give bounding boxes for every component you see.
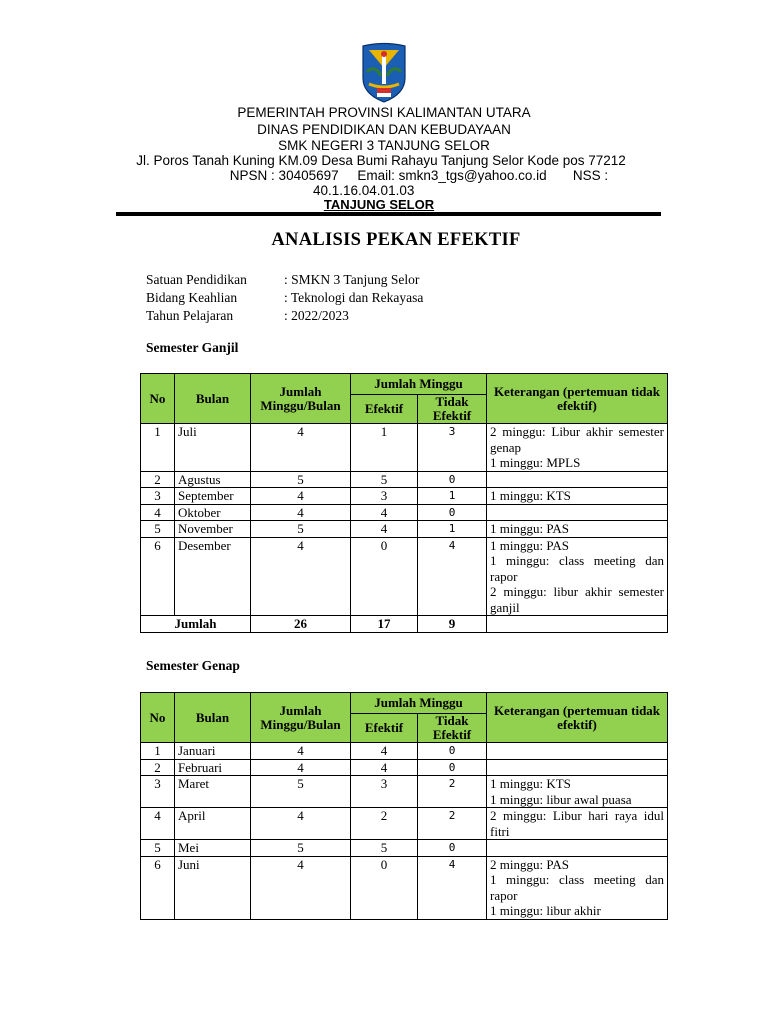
col-header-bulan: Bulan: [175, 374, 251, 424]
cell-tidak-efektif: 1: [418, 488, 487, 505]
keterangan-line: 2 minggu: Libur hari raya idul fitri: [490, 808, 664, 839]
cell-tidak-efektif: 0: [418, 759, 487, 776]
cell-bulan: Januari: [175, 743, 251, 760]
keterangan-line: 2 minggu: PAS: [490, 856, 569, 872]
kop-agency-line: DINAS PENDIDIKAN DAN KEBUDAYAAN: [257, 122, 511, 137]
cell-bulan: Juli: [175, 424, 251, 472]
cell-bulan: Maret: [175, 776, 251, 808]
table-row: [141, 488, 668, 505]
cell-no: 4: [141, 808, 175, 840]
cell-efektif: 2: [351, 808, 418, 840]
cell-efektif: 3: [351, 488, 418, 505]
cell-jumlah: 5: [251, 471, 351, 488]
col-header-efektif: Efektif: [351, 714, 418, 743]
cell-jumlah: 4: [251, 808, 351, 840]
col-header-no: No: [141, 374, 175, 424]
cell-keterangan: [487, 424, 668, 472]
cell-tidak-efektif: 0: [418, 471, 487, 488]
keterangan-line: 2 minggu: Libur akhir semester genap: [490, 424, 664, 455]
keterangan-line: 1 minggu: PAS: [490, 537, 569, 553]
table-total-row: [141, 616, 668, 633]
cell-bulan: Oktober: [175, 504, 251, 521]
cell-efektif: 3: [351, 776, 418, 808]
table-row: [141, 808, 668, 840]
cell-keterangan: [487, 856, 668, 919]
cell-tidak-efektif: 0: [418, 743, 487, 760]
cell-bulan: Mei: [175, 840, 251, 857]
cell-bulan: Desember: [175, 537, 251, 616]
cell-bulan: April: [175, 808, 251, 840]
col-header-jumlah: Jumlah Minggu/Bulan: [251, 693, 351, 743]
provincial-emblem-icon: [359, 42, 409, 104]
cell-no: 2: [141, 471, 175, 488]
cell-efektif: 0: [351, 856, 418, 919]
cell-keterangan: [487, 471, 668, 488]
semester-genap-title: Semester Genap: [146, 658, 240, 673]
cell-no: 6: [141, 537, 175, 616]
cell-jumlah: 4: [251, 856, 351, 919]
cell-bulan: Juni: [175, 856, 251, 919]
cell-no: 1: [141, 743, 175, 760]
cell-no: 3: [141, 488, 175, 505]
table-row: [141, 521, 668, 538]
cell-bulan: September: [175, 488, 251, 505]
cell-no: 2: [141, 759, 175, 776]
table-row: [141, 504, 668, 521]
cell-keterangan: [487, 776, 668, 808]
cell-no: 5: [141, 840, 175, 857]
kop-contact-line: NPSN : 30405697 Email: smkn3_tgs@yahoo.co.id NSS :: [229, 168, 609, 183]
kop-address-line: Jl. Poros Tanah Kuning KM.09 Desa Bumi Rahayu Tanjung Selor Kode pos 77212: [136, 153, 626, 168]
col-header-jumlah-minggu: Jumlah Minggu: [351, 693, 487, 714]
cell-no: 5: [141, 521, 175, 538]
keterangan-line: 2 minggu: libur akhir semester ganjil: [490, 584, 664, 615]
cell-efektif: 5: [351, 471, 418, 488]
semester-genap-table: [140, 692, 668, 920]
kop-school-line: SMK NEGERI 3 TANJUNG SELOR: [278, 138, 490, 153]
col-header-bulan: Bulan: [175, 693, 251, 743]
cell-keterangan: [487, 504, 668, 521]
table-row: [141, 471, 668, 488]
cell-keterangan: [487, 840, 668, 857]
keterangan-line: 1 minggu: PAS: [490, 521, 569, 536]
cell-tidak-efektif: 3: [418, 424, 487, 472]
cell-jumlah: 4: [251, 537, 351, 616]
cell-efektif: 4: [351, 521, 418, 538]
keterangan-line: 1 minggu: libur awal puasa: [490, 791, 632, 807]
cell-tidak-efektif: 2: [418, 776, 487, 808]
letterhead-divider: [116, 212, 661, 216]
cell-tidak-efektif: 0: [418, 504, 487, 521]
info-label: Bidang Keahlian: [146, 290, 238, 305]
cell-jumlah: 4: [251, 488, 351, 505]
col-header-jumlah: Jumlah Minggu/Bulan: [251, 374, 351, 424]
cell-tidak-efektif: 0: [418, 840, 487, 857]
cell-jumlah: 4: [251, 504, 351, 521]
cell-total-jumlah: 26: [251, 616, 351, 633]
cell-tidak-efektif: 1: [418, 521, 487, 538]
info-value: : Teknologi dan Rekayasa: [284, 290, 424, 305]
col-header-no: No: [141, 693, 175, 743]
keterangan-line: 1 minggu: MPLS: [490, 455, 581, 470]
cell-jumlah: 5: [251, 776, 351, 808]
kop-nss-code: 40.1.16.04.01.03: [313, 183, 415, 198]
info-label: Tahun Pelajaran: [146, 308, 234, 323]
cell-bulan: November: [175, 521, 251, 538]
cell-no: 4: [141, 504, 175, 521]
info-label: Satuan Pendidikan: [146, 272, 247, 287]
cell-no: 6: [141, 856, 175, 919]
cell-efektif: 4: [351, 743, 418, 760]
keterangan-line: 1 minggu: libur akhir: [490, 903, 601, 918]
cell-efektif: 4: [351, 759, 418, 776]
keterangan-line: 1 minggu: KTS: [490, 776, 571, 791]
cell-keterangan: [487, 759, 668, 776]
cell-keterangan: [487, 521, 668, 538]
table-row: [141, 424, 668, 472]
cell-efektif: 0: [351, 537, 418, 616]
table-row: [141, 856, 668, 919]
col-header-keterangan: Keterangan (pertemuan tidak efektif): [487, 693, 668, 743]
cell-no: 1: [141, 424, 175, 472]
col-header-tidak-efektif: Tidak Efektif: [418, 395, 487, 424]
cell-total-efektif: 17: [351, 616, 418, 633]
cell-bulan: Februari: [175, 759, 251, 776]
cell-total-label: Jumlah: [141, 616, 251, 633]
cell-keterangan: [487, 488, 668, 505]
cell-jumlah: 5: [251, 521, 351, 538]
cell-efektif: 4: [351, 504, 418, 521]
cell-total-tidak-efektif: 9: [418, 616, 487, 633]
info-value: : 2022/2023: [284, 308, 349, 323]
cell-jumlah: 4: [251, 424, 351, 472]
cell-keterangan: [487, 808, 668, 840]
table-row: [141, 776, 668, 808]
semester-ganjil-title: Semester Ganjil: [146, 340, 239, 355]
keterangan-line: 1 minggu: KTS: [490, 488, 571, 503]
info-value: : SMKN 3 Tanjung Selor: [284, 272, 420, 287]
kop-government-line: PEMERINTAH PROVINSI KALIMANTAN UTARA: [237, 105, 531, 120]
table-row: [141, 759, 668, 776]
col-header-tidak-efektif: Tidak Efektif: [418, 714, 487, 743]
col-header-efektif: Efektif: [351, 395, 418, 424]
cell-tidak-efektif: 4: [418, 856, 487, 919]
cell-keterangan: [487, 537, 668, 616]
col-header-keterangan: Keterangan (pertemuan tidak efektif): [487, 374, 668, 424]
cell-jumlah: 4: [251, 743, 351, 760]
document-title: ANALISIS PEKAN EFEKTIF: [271, 230, 521, 250]
cell-bulan: Agustus: [175, 471, 251, 488]
keterangan-line: 1 minggu: class meeting dan rapor: [490, 872, 664, 903]
table-row: [141, 743, 668, 760]
cell-total-keterangan: [487, 616, 668, 633]
semester-ganjil-table: [140, 373, 668, 633]
cell-no: 3: [141, 776, 175, 808]
cell-tidak-efektif: 2: [418, 808, 487, 840]
cell-jumlah: 5: [251, 840, 351, 857]
table-row: [141, 840, 668, 857]
kop-city: TANJUNG SELOR: [323, 197, 435, 212]
table-row: [141, 537, 668, 616]
cell-jumlah: 4: [251, 759, 351, 776]
cell-efektif: 1: [351, 424, 418, 472]
cell-efektif: 5: [351, 840, 418, 857]
cell-keterangan: [487, 743, 668, 760]
cell-tidak-efektif: 4: [418, 537, 487, 616]
keterangan-line: 1 minggu: class meeting dan rapor: [490, 553, 664, 584]
col-header-jumlah-minggu: Jumlah Minggu: [351, 374, 487, 395]
